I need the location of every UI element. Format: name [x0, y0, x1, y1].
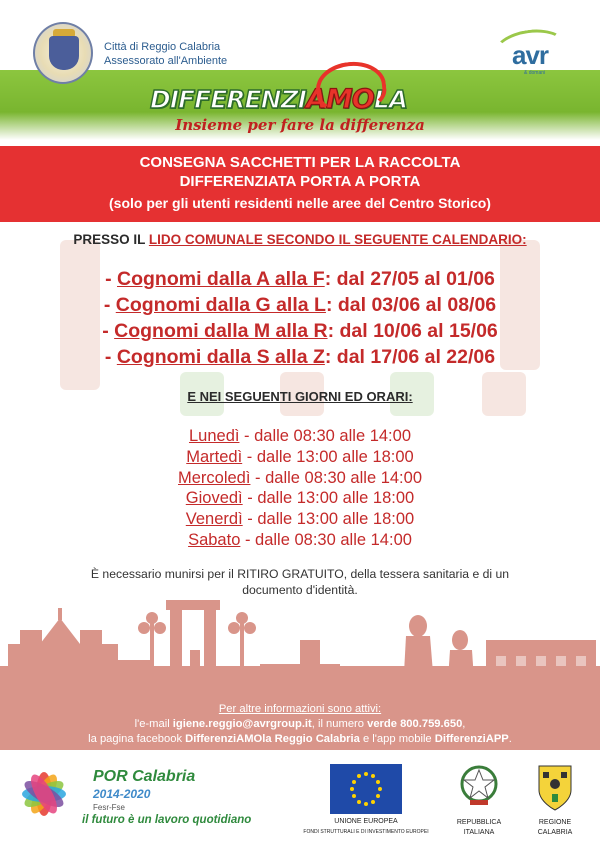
- day-row: [0, 488, 600, 509]
- city-block: [104, 40, 227, 68]
- eu-sublabel: FONDI STRUTTURALI E DI INVESTIMENTO EUROPEI: [303, 829, 429, 835]
- schedule-row: - Cognomi dalla G alla L: dal 03/06 al 08/06: [103, 294, 497, 316]
- info-line-1: l'e-mail igiene.reggio@avrgroup.it, il numero verde 800.759.650,: [134, 718, 466, 730]
- days-heading: E NEI SEGUENTI GIORNI ED ORARI:: [187, 389, 413, 404]
- schedule-row: - Cognomi dalla M alla R: dal 10/06 al 15/06: [102, 320, 498, 342]
- schedule-row: - Cognomi dalla S alla Z: dal 17/06 al 22/06: [104, 346, 496, 368]
- banner-line-2: DIFFERENZIATA PORTA A PORTA: [179, 173, 421, 190]
- city-crest-icon: [33, 22, 93, 84]
- surname-group: Cognomi dalla M alla R: [114, 320, 328, 342]
- day-hours: - dalle 08:30 alle 14:00: [240, 530, 412, 549]
- day-hours: - dalle 13:00 alle 18:00: [242, 510, 415, 529]
- day-row: [0, 530, 600, 551]
- location-prefix: PRESSO IL: [73, 232, 149, 247]
- calabria-region-label: REGIONE CALABRIA: [537, 819, 573, 836]
- day-name: Sabato: [188, 530, 241, 549]
- department-name: Assessorato all'Ambiente: [104, 55, 228, 67]
- italian-republic-label: REPUBBLICA ITALIANA: [456, 819, 502, 836]
- location-place: LIDO COMUNALE SECONDO IL SEGUENTE CALENDARIO:: [148, 232, 527, 247]
- campaign-logo: [150, 84, 460, 118]
- day-row: [0, 509, 600, 530]
- calabria-region-emblem-icon: [535, 762, 575, 812]
- phone-number: verde 800.759.650: [367, 718, 463, 730]
- logo-part-3: LA: [373, 85, 407, 114]
- surname-schedule: [0, 266, 600, 370]
- por-motto: il futuro è un lavoro quotidiano: [82, 814, 252, 826]
- avr-logo-text: avr: [512, 40, 549, 70]
- por-fund: Fesr-Fse: [93, 803, 125, 812]
- italian-republic-emblem-icon: [456, 762, 502, 810]
- date-range: : dal 10/06 al 15/06: [327, 320, 498, 342]
- requirements-note: È necessario munirsi per il RITIRO GRATUITO, della tessera sanitaria e di un documento d'identità.: [90, 567, 510, 597]
- campaign-slogan: Insieme per fare la differenza: [175, 116, 425, 134]
- date-range: : dal 27/05 al 01/06: [324, 268, 495, 290]
- banner-line-3: (solo per gli utenti residenti nelle aree del Centro Storico): [109, 195, 491, 211]
- email-link[interactable]: igiene.reggio@avrgroup.it: [172, 718, 312, 730]
- logo-part-2: AMO: [305, 84, 374, 115]
- avr-logo: [488, 22, 570, 78]
- day-row: [0, 426, 600, 447]
- info-line-2: la pagina facebook DifferenziAMOla Reggio Calabria e l'app mobile DifferenziAPP.: [88, 733, 512, 745]
- city-name: Città di Reggio Calabria: [104, 41, 221, 53]
- location-line: [0, 232, 600, 247]
- surname-group: Cognomi dalla A alla F: [117, 268, 325, 290]
- day-name: Lunedì: [188, 427, 240, 445]
- date-range: : dal 03/06 al 08/06: [325, 294, 497, 316]
- contact-info: [0, 702, 600, 747]
- day-hours: - dalle 08:30 alle 14:00: [239, 427, 411, 445]
- title-banner: [0, 146, 600, 222]
- logo-part-1: DIFFERENZI: [150, 85, 306, 114]
- info-heading: Per altre informazioni sono attivi:: [218, 703, 382, 715]
- day-name: Venerdì: [185, 510, 243, 529]
- eu-flag-icon: [330, 764, 402, 814]
- avr-logo-sub: & domani: [524, 70, 546, 76]
- day-name: Martedì: [186, 447, 243, 466]
- surname-group: Cognomi dalla S alla Z: [116, 346, 325, 368]
- day-hours: - dalle 13:00 alle 18:00: [242, 489, 415, 508]
- eu-label: UNIONE EUROPEA: [334, 818, 398, 825]
- day-name: Mercoledì: [178, 468, 251, 487]
- schedule-row: - Cognomi dalla A alla F: dal 27/05 al 01/06: [105, 268, 495, 290]
- surname-group: Cognomi dalla G alla L: [115, 294, 326, 316]
- day-row: [0, 468, 600, 489]
- facebook-page[interactable]: DifferenziAMOla Reggio Calabria: [185, 733, 360, 745]
- por-title: POR Calabria: [93, 768, 196, 785]
- date-range: : dal 17/06 al 22/06: [324, 346, 496, 368]
- por-flower-icon: [8, 758, 80, 830]
- day-hours: - dalle 13:00 alle 18:00: [242, 447, 414, 466]
- banner-line-1: CONSEGNA SACCHETTI PER LA RACCOLTA: [139, 154, 461, 171]
- days-schedule: [0, 426, 600, 551]
- day-hours: - dalle 08:30 alle 14:00: [250, 468, 422, 487]
- day-row: [0, 447, 600, 468]
- app-name: DifferenziAPP: [434, 733, 509, 745]
- day-name: Giovedì: [185, 489, 243, 508]
- por-years: 2014-2020: [93, 787, 151, 801]
